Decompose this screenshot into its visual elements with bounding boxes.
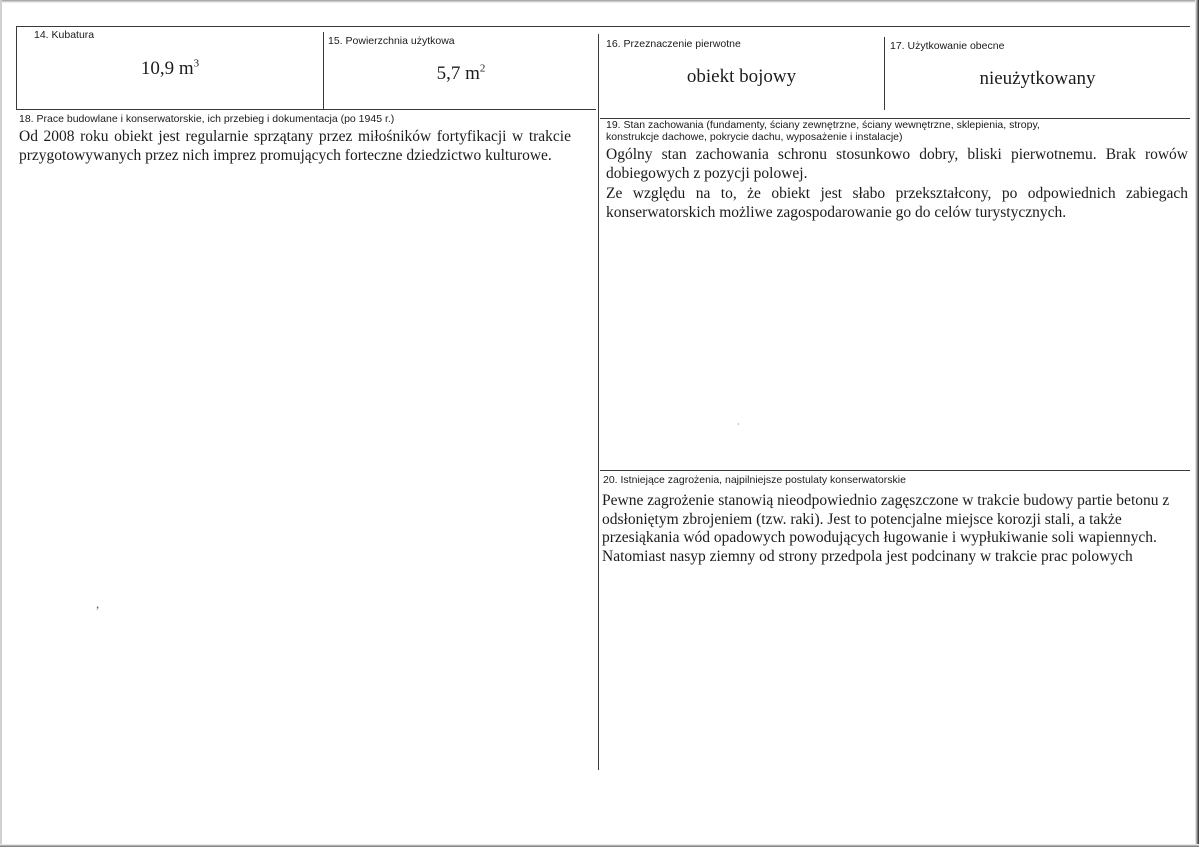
field-18-label: 18. Prace budowlane i konserwatorskie, ich przebieg i dokumentacja (po 1945 r.)	[19, 113, 395, 125]
grid-line	[16, 109, 596, 110]
field-14-value	[17, 58, 323, 80]
scan-edge-left	[0, 0, 2, 847]
scan-edge-right	[1195, 0, 1199, 847]
field-20-text: Pewne zagrożenie stanowią nieodpowiednio zagęszczone w trakcie budowy partie betonu z odsłoniętym zbrojeniem (tzw. raki). Jest to potencjalne miejsce korozji stali, a także przesiąkania wód opadowych powodujących ługowanie i wypłukiwanie soli wapiennych. Natomiast nasyp ziemny od strony przedpola jest podcinany w trakcie prac polowych	[602, 492, 1170, 565]
grid-line	[598, 34, 599, 770]
field-14-value-text: 10,9 m	[140, 58, 194, 79]
scan-edge-top	[0, 0, 1199, 3]
field-15-value-text: 5,7 m	[436, 63, 480, 84]
field-15-value	[324, 63, 598, 85]
field-20-label: 20. Istniejące zagrożenia, najpilniejsze postulaty konserwatorskie	[603, 474, 906, 486]
field-14-label: 14. Kubatura	[34, 29, 95, 41]
grid-line	[600, 470, 1190, 471]
field-16-label: 16. Przeznaczenie pierwotne	[606, 38, 741, 50]
field-19-paragraph-1: Ogólny stan zachowania schronu stosunkowo dobry, bliski pierwotnemu. Brak rowów dobiegowych z pozycji polowej.	[606, 146, 1188, 182]
field-15-unit-sup: 2	[479, 62, 486, 75]
grid-line	[16, 26, 1190, 27]
field-17-label: 17. Użytkowanie obecne	[890, 40, 1005, 52]
scan-speck: ·	[737, 420, 740, 429]
field-15-label: 15. Powierzchnia użytkowa	[328, 35, 455, 47]
scan-speck: ,	[96, 596, 100, 611]
field-14-unit-sup: 3	[193, 57, 200, 70]
field-19-paragraph-2: Ze względu na to, że obiekt jest słabo przekształcony, po odpowiednich zabiegach konserwatorskich możliwe zagospodarowanie go do celów turystycznych.	[606, 185, 1188, 221]
field-18-text: Od 2008 roku obiekt jest regularnie sprzątany przez miłośników fortyfikacji w trakcie przygotowywanych przez nich imprez promujących forteczne dziedzictwo kulturowe.	[19, 128, 571, 164]
field-16-value: obiekt bojowy	[686, 66, 797, 87]
field-19-label: 19. Stan zachowania (fundamenty, ściany zewnętrzne, ściany wewnętrzne, sklepienia, stropy, konstrukcje dachowe, pokrycie dachu, wyposażenie i instalacje)	[606, 119, 1040, 143]
field-17-value: nieużytkowany	[979, 68, 1096, 89]
